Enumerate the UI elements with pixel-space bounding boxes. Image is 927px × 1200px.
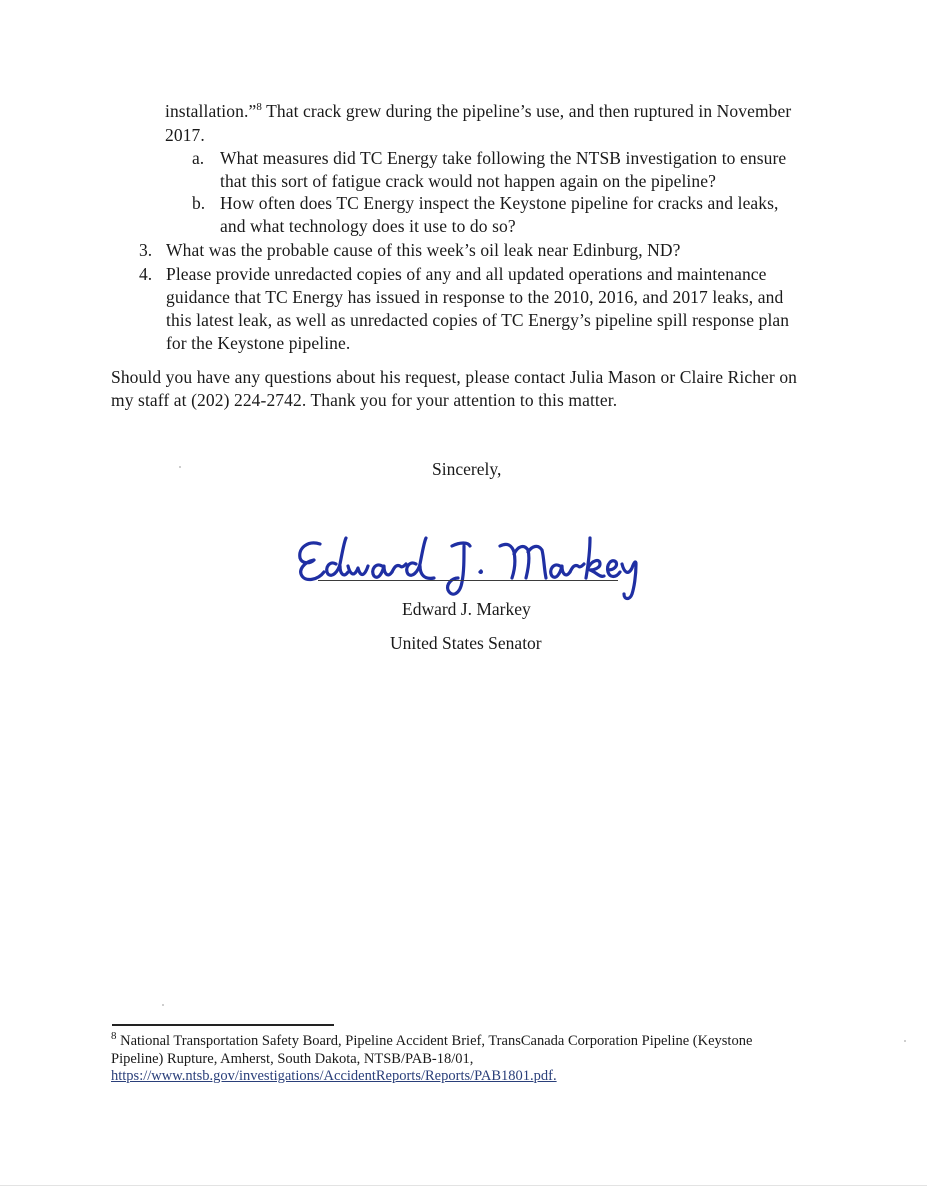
scan-speck [162, 1004, 164, 1006]
sincerely: Sincerely, [432, 459, 502, 479]
signature-line [318, 580, 618, 581]
question-2b-line-2: and what technology does it use to do so? [220, 216, 516, 236]
footnote-number: 8 [111, 1030, 117, 1043]
scan-speck [904, 1040, 906, 1042]
list-marker-2b: b. [192, 193, 206, 213]
closing-paragraph-line-1: Should you have any questions about his request, please contact Julia Mason or Claire Richer on [111, 367, 798, 387]
intro-line-1 [165, 99, 791, 123]
question-4-line-4: for the Keystone pipeline. [166, 333, 351, 353]
intro-text-a: installation.” [165, 101, 257, 121]
list-marker-2a: a. [192, 148, 205, 168]
question-2a-line-2: that this sort of fatigue crack would not happen again on the pipeline? [220, 171, 716, 191]
question-2b-line-1: How often does TC Energy inspect the Keystone pipeline for cracks and leaks, [220, 193, 779, 213]
question-4-line-1: Please provide unredacted copies of any and all updated operations and maintenance [166, 264, 767, 284]
closing-paragraph-line-2: my staff at (202) 224-2742. Thank you for your attention to this matter. [111, 390, 618, 410]
footnote-line-2: Pipeline) Rupture, Amherst, South Dakota, NTSB/PAB-18/01, [111, 1051, 474, 1067]
signer-title: United States Senator [390, 633, 542, 653]
footnote-link-line [111, 1067, 557, 1085]
scan-speck [179, 466, 181, 468]
signer-name: Edward J. Markey [402, 599, 531, 619]
intro-text-b: That crack grew during the pipeline’s use, and then ruptured in November [261, 101, 792, 121]
footnote-text-1: National Transportation Safety Board, Pipeline Accident Brief, TransCanada Corporation Pipeline (Keystone [116, 1033, 753, 1049]
list-marker-3: 3. [139, 240, 153, 260]
question-4-line-3: this latest leak, as well as unredacted copies of TC Energy’s pipeline spill response plan [166, 310, 790, 330]
question-4-line-2: guidance that TC Energy has issued in response to the 2010, 2016, and 2017 leaks, and [166, 287, 784, 307]
scan-edge [0, 1185, 927, 1186]
footnote-url-link[interactable]: https://www.ntsb.gov/investigations/AccidentReports/Reports/PAB1801.pdf. [111, 1068, 557, 1084]
question-2a-line-1: What measures did TC Energy take following the NTSB investigation to ensure [220, 148, 787, 168]
footnote-ref: 8 [256, 101, 262, 114]
footnote-separator [112, 1024, 334, 1026]
footnote-line-1 [111, 1032, 752, 1050]
signature-image [292, 524, 662, 604]
list-marker-4: 4. [139, 264, 153, 284]
intro-line-2: 2017. [165, 125, 205, 145]
question-3-line-1: What was the probable cause of this week’s oil leak near Edinburg, ND? [166, 240, 681, 260]
